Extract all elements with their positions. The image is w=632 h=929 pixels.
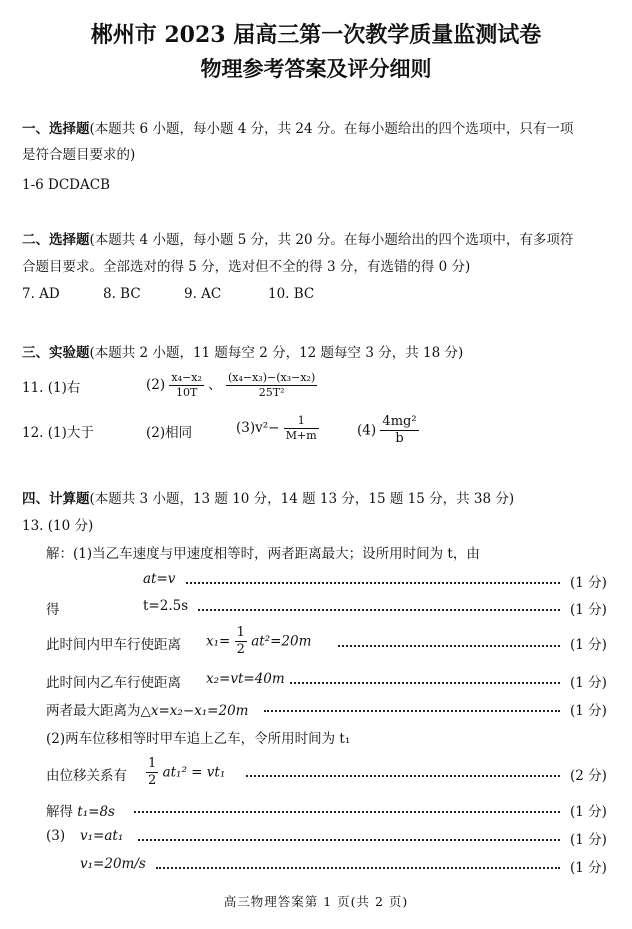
q13-line8-leader bbox=[138, 839, 560, 841]
q13-solution-intro: 解：(1)当乙车速度与甲速度相等时，两者距离最大；设所用时间为 t，由 bbox=[46, 546, 480, 562]
q13-part2-intro: (2)两车位移相等时甲车追上乙车，令所用时间为 t₁ bbox=[46, 731, 351, 747]
page-subtitle: 物理参考答案及评分细则 bbox=[200, 56, 432, 81]
section2-desc-line1: (本题共 4 小题，每小题 5 分，共 20 分。在每小题给出的四个选项中，有多项符 bbox=[89, 232, 574, 248]
q13-line3-fraction bbox=[235, 625, 247, 659]
q12-fraction-4 bbox=[380, 414, 418, 448]
q12-fraction-3 bbox=[284, 414, 319, 443]
section2-answer-9: 9. AC bbox=[184, 286, 222, 302]
q13-line5-label: 两者最大距离为 bbox=[46, 703, 141, 719]
q11-fraction-1 bbox=[169, 371, 203, 400]
q13-line1-formula bbox=[143, 571, 175, 587]
q13-line8-label: (3) bbox=[46, 828, 66, 844]
section2-answer-8: 8. BC bbox=[103, 286, 141, 302]
q13-line6-formula-post: at₁² = vt₁ bbox=[162, 764, 226, 781]
q11-fraction-2 bbox=[226, 371, 317, 400]
q12-part3-label: (3)v²− bbox=[236, 419, 280, 436]
q13-line6-leader bbox=[246, 775, 560, 777]
q13-line2-score: (1 分) bbox=[570, 602, 607, 618]
q13-line3-leader bbox=[338, 645, 560, 647]
q13-line7 bbox=[46, 800, 115, 820]
q13-line3-fden: 2 bbox=[236, 642, 245, 658]
section3-desc: (本题共 2 小题，11 题每空 2 分，12 题每空 3 分，共 18 分) bbox=[89, 345, 464, 361]
q13-line5-score: (1 分) bbox=[570, 703, 607, 719]
section4-desc: (本题共 3 小题，13 题 10 分，14 题 13 分，15 题 15 分，共 38 分) bbox=[89, 491, 515, 507]
q11-separator: 、 bbox=[208, 376, 222, 393]
q13-line7-formula: t₁=8s bbox=[77, 804, 115, 820]
q13-line4-leader bbox=[290, 682, 560, 684]
q13-line7-leader bbox=[134, 811, 560, 813]
q12-f4-den: b bbox=[395, 431, 404, 447]
q12-part1: 12. (1)大于 bbox=[22, 425, 94, 441]
q13-line3-fnum: 1 bbox=[235, 625, 247, 642]
q13-line6-formula bbox=[146, 756, 225, 790]
section1-desc-line1: (本题共 6 小题，每小题 4 分，共 24 分。在每小题给出的四个选项中，只有一项 bbox=[89, 121, 574, 137]
q13-line3-formula bbox=[206, 625, 311, 659]
q13-line2-leader bbox=[198, 609, 560, 611]
q13-line9-leader bbox=[156, 867, 560, 869]
section3-header bbox=[22, 341, 463, 361]
q11-part1: 11. (1)右 bbox=[22, 380, 81, 396]
q12-part4-label: (4) bbox=[357, 422, 377, 439]
q13-line3-formula-post: at²=20m bbox=[251, 633, 312, 650]
q12-part2: (2)相同 bbox=[146, 425, 193, 441]
q13-line3-formula-pre: x₁= bbox=[206, 633, 231, 650]
q13-line2-formula: t=2.5s bbox=[143, 598, 189, 614]
q13-line6-fnum: 1 bbox=[146, 756, 158, 773]
section1-label: 一、选择题 bbox=[22, 121, 90, 137]
q13-line9-formula bbox=[80, 856, 146, 872]
q13-line4-formula bbox=[206, 671, 285, 687]
q13-line4-formula-text: x₂=vt=40m bbox=[206, 671, 285, 687]
q11-f1-num: x₄−x₂ bbox=[171, 371, 202, 384]
q13-line8-formula bbox=[80, 828, 123, 844]
q13-line6-label: 由位移关系有 bbox=[46, 768, 127, 784]
q12-f3-den: M+m bbox=[285, 428, 317, 442]
section1-header bbox=[22, 117, 573, 137]
q11-f2-num: (x₄−x₃)−(x₃−x₂) bbox=[227, 371, 316, 384]
q13-line5 bbox=[46, 699, 248, 719]
q12-f4-num: 4mg² bbox=[380, 414, 418, 431]
page-footer: 高三物理答案第 1 页(共 2 页) bbox=[223, 894, 409, 909]
q13-line1-score: (1 分) bbox=[570, 575, 607, 591]
q13-line7-label: 解得 bbox=[46, 804, 73, 820]
q11-f2-den: 25T² bbox=[258, 385, 285, 399]
section4-label: 四、计算题 bbox=[22, 491, 90, 507]
q13-line1-formula-text: at=v bbox=[143, 571, 176, 587]
q13-line3-score: (1 分) bbox=[570, 637, 607, 653]
q13-header: 13. (10 分) bbox=[22, 518, 94, 534]
q13-line9-score: (1 分) bbox=[570, 860, 607, 876]
q13-line7-score: (1 分) bbox=[570, 804, 607, 820]
section1-desc-line2: 是符合题目要求的) bbox=[22, 147, 136, 163]
section2-answer-7: 7. AD bbox=[22, 286, 60, 302]
q12-part4 bbox=[357, 414, 419, 448]
q13-line3-label: 此时间内甲车行使距离 bbox=[46, 637, 181, 653]
section1-answers: 1-6 DCDACB bbox=[22, 177, 111, 193]
q13-line6-fden: 2 bbox=[148, 773, 157, 789]
q11-part2 bbox=[146, 371, 317, 400]
q13-line8-formula-text: v₁=at₁ bbox=[80, 828, 124, 844]
q11-f1-den: 10T bbox=[175, 385, 198, 399]
q13-line5-leader bbox=[264, 710, 560, 712]
section4-header bbox=[22, 487, 514, 507]
q13-line4-score: (1 分) bbox=[570, 675, 607, 691]
section3-label: 三、实验题 bbox=[22, 345, 90, 361]
section2-header bbox=[22, 228, 573, 248]
q13-line2-label: 得 bbox=[46, 602, 60, 618]
q13-line9-formula-text: v₁=20m/s bbox=[80, 856, 146, 872]
q12-f3-num: 1 bbox=[284, 414, 319, 429]
q13-line4-label: 此时间内乙车行使距离 bbox=[46, 675, 181, 691]
section2-desc-line2: 合题目要求。全部选对的得 5 分，选对但不全的得 3 分，有选错的得 0 分) bbox=[22, 259, 471, 275]
q13-line1-leader bbox=[186, 582, 560, 584]
q13-line5-formula: △x=x₂−x₁=20m bbox=[140, 703, 249, 719]
page-title: 郴州市 2023 届高三第一次教学质量监测试卷 bbox=[90, 22, 542, 48]
q13-line8-score: (1 分) bbox=[570, 832, 607, 848]
q12-part3 bbox=[236, 414, 319, 443]
q11-part2-label: (2) bbox=[146, 376, 166, 393]
q13-line6-fraction bbox=[146, 756, 158, 790]
section2-answer-10: 10. BC bbox=[268, 286, 315, 302]
q13-line6-score: (2 分) bbox=[570, 768, 607, 784]
section2-label: 二、选择题 bbox=[22, 232, 90, 248]
